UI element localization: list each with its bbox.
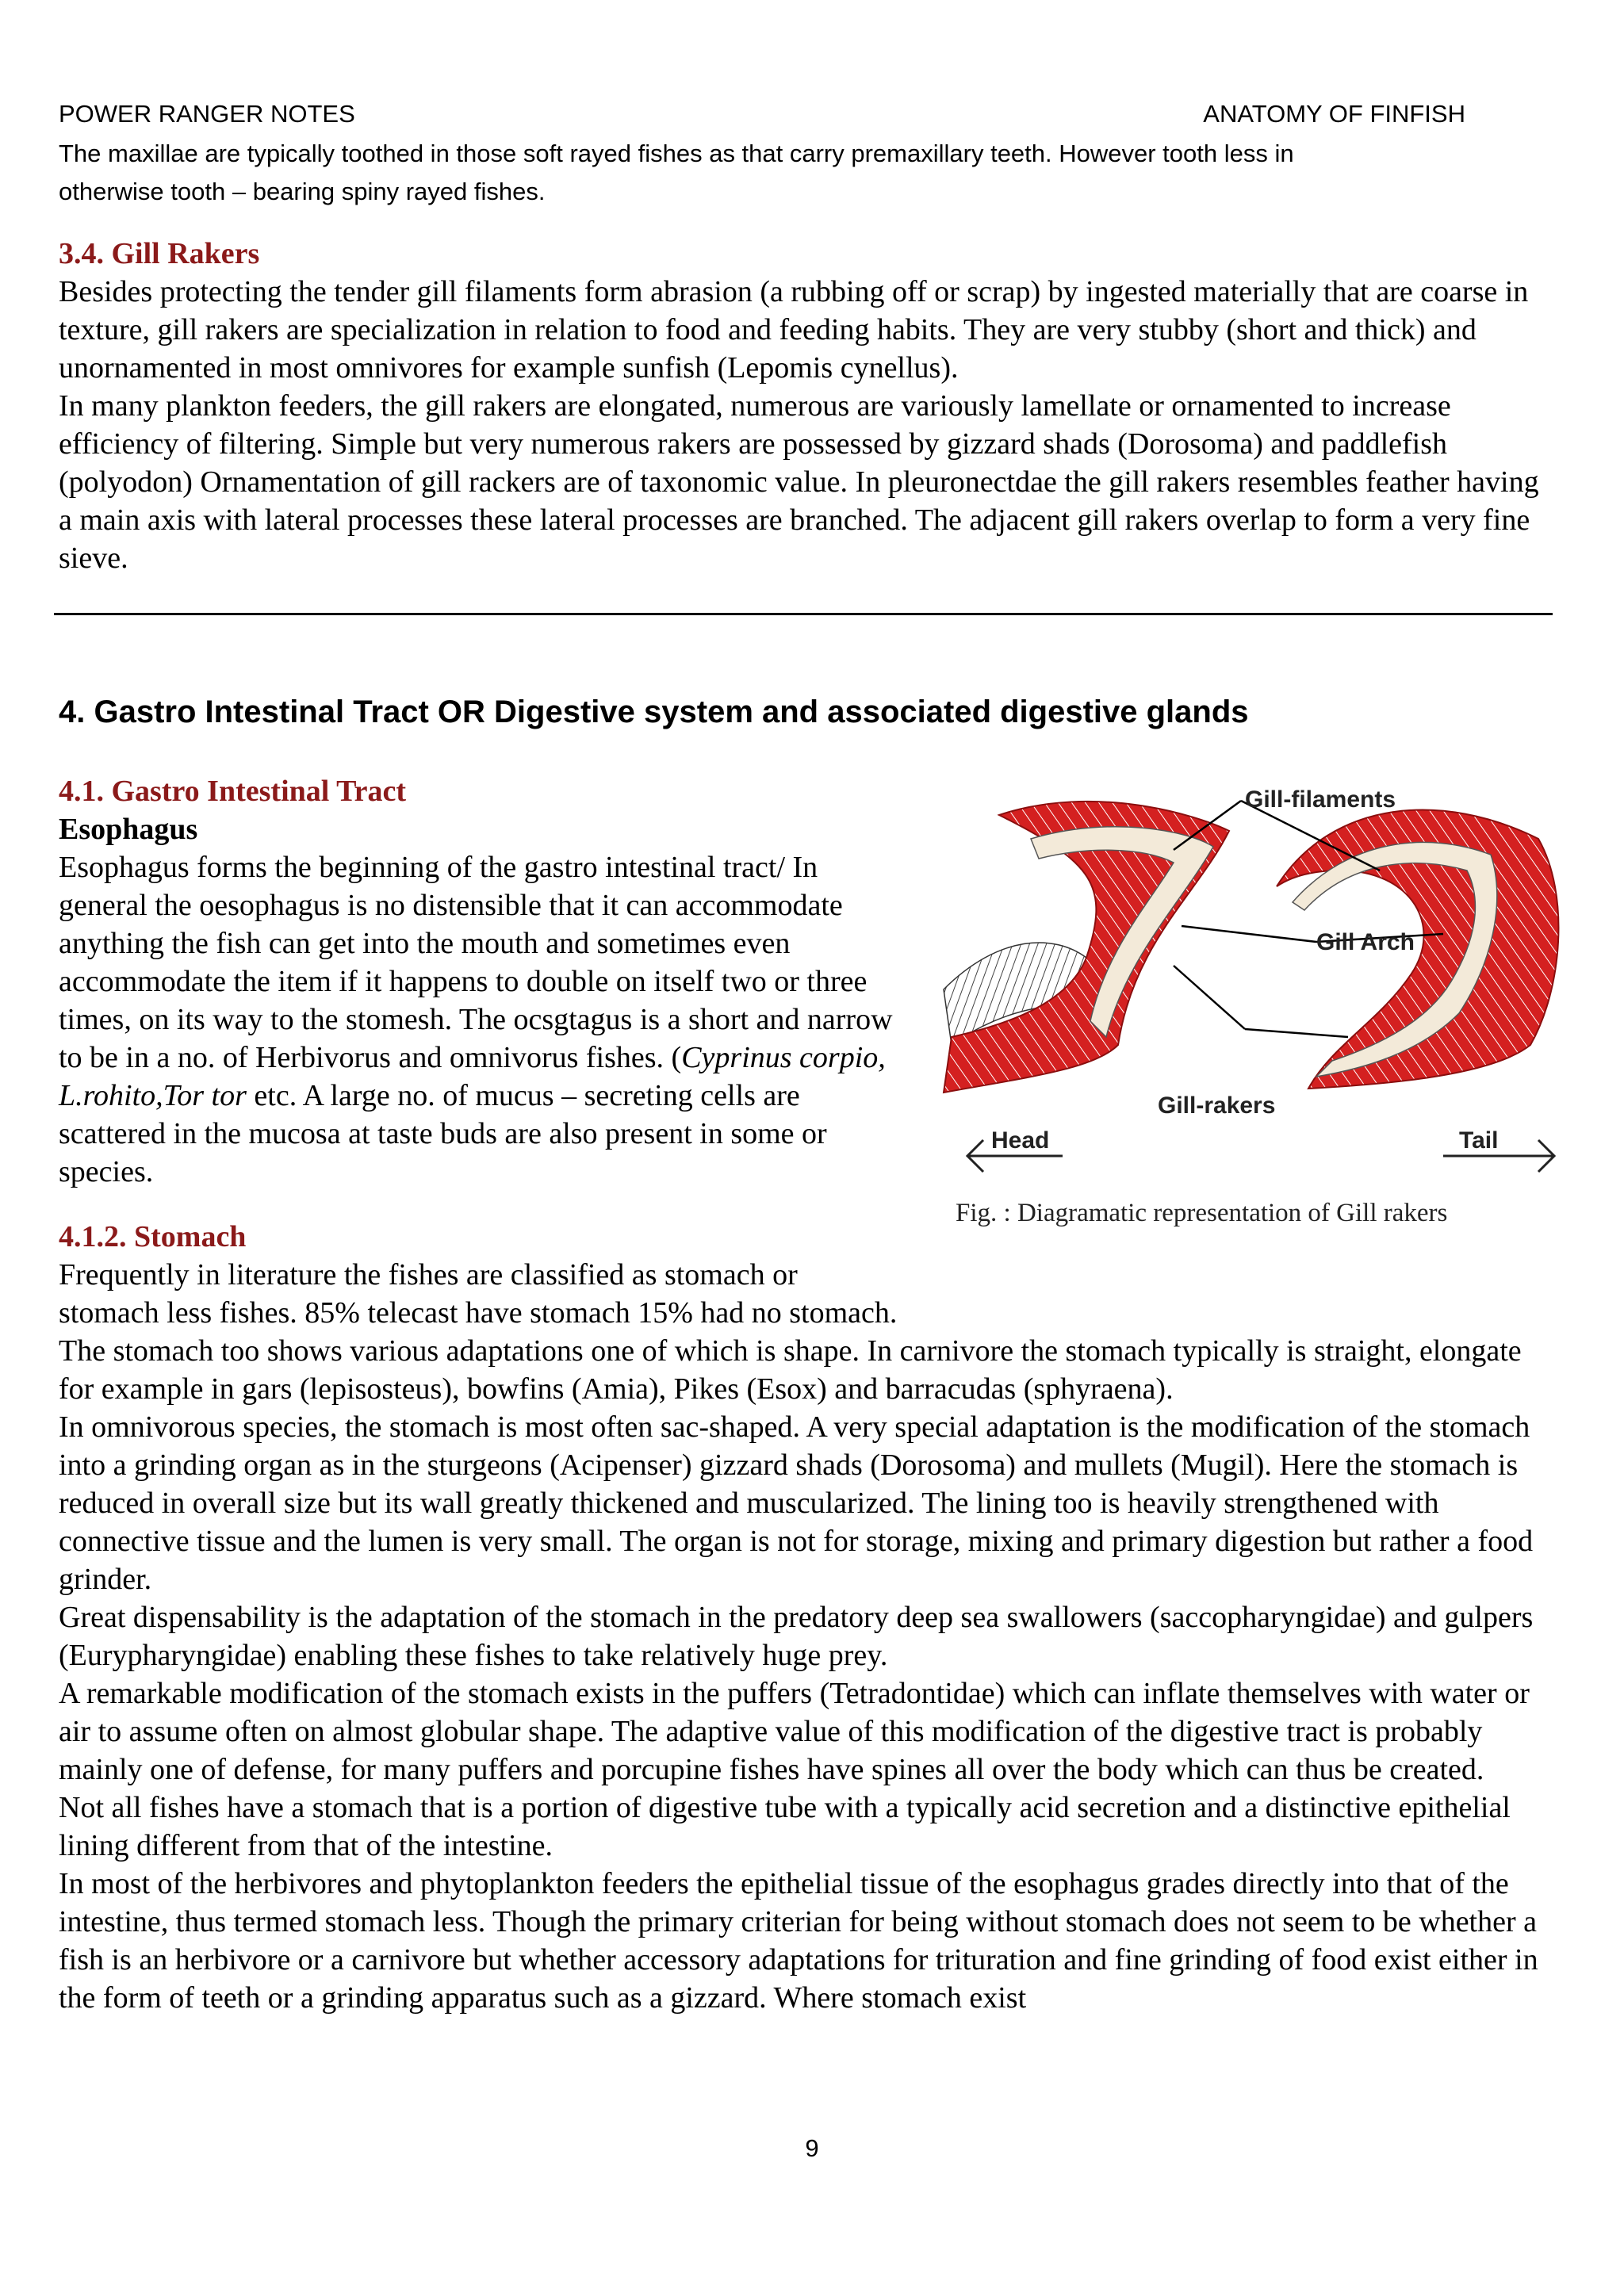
intro-text [59,135,1565,211]
label-gill-filaments: Gill-filaments [1245,786,1396,813]
intro-line-2: otherwise tooth – bearing spiny rayed fishes. [59,178,546,205]
stomach-heading: 4.1.2. Stomach [59,1220,247,1253]
gill-rakers-heading: 3.4. Gill Rakers [59,237,260,270]
section-4-heading: 4. Gastro Intestinal Tract OR Digestive system and associated digestive glands [59,695,1249,729]
gill-rakers-section [59,235,1557,577]
stomach-paragraph-6: Not all fishes have a stomach that is a portion of digestive tube with a typically acid secretion and a distinctive epithelial lining different from that of the intestine. [59,1791,1511,1862]
label-gill-rakers: Gill-rakers [1158,1093,1276,1119]
stomach-paragraph-4: Great dispensability is the adaptation of the stomach in the predatory deep sea swallowers (saccopharyngidae) and gulpers (Eurypharyngidae) enabling these fishes to take relatively huge prey. [59,1601,1534,1672]
git-section [59,772,899,1191]
stomach-paragraph-1a: Frequently in literature the fishes are classified as stomach or [59,1258,798,1292]
esophagus-text-2: etc. A large no. of mucus – secreting cells are scattered in the mucosa at taste buds are also present in some or species. [59,1079,827,1188]
stomach-paragraph-5: A remarkable modification of the stomach exists in the puffers (Tetradontidae) which can inflate themselves with water or air to assume often on almost globular shape. The adaptive value of this modification of the digestive tract is probably mainly one of defense, for many puffers and porcupine fishes have spines all over the body which can thus be created. [59,1677,1530,1786]
intro-line-1: The maxillae are typically toothed in those soft rayed fishes as that carry premaxillary teeth. However tooth less in [59,140,1294,167]
page-number: 9 [805,2134,819,2162]
esophagus-paragraph [59,848,899,1191]
section-divider [54,613,1553,615]
label-tail: Tail [1459,1127,1499,1154]
figure-caption: Fig. : Diagramatic representation of Gill rakers [956,1199,1448,1227]
header-subject: ANATOMY OF FINFISH [1203,100,1465,128]
stomach-paragraph-1b: stomach less fishes. 85% telecast have stomach 15% had no stomach. [59,1296,898,1330]
gill-rakers-paragraph-1: Besides protecting the tender gill filaments form abrasion (a rubbing off or scrap) by ingested materially that are coarse in texture, gill rakers are specialization in relation to food and feeding habits. They are very stubby (short and thick) and unornamented in most omnivores for example sunfish (Lepomis cynellus). [59,275,1529,385]
esophagus-heading: Esophagus [59,813,198,846]
stomach-paragraph-7: In most of the herbivores and phytoplankton feeders the epithelial tissue of the esophagus grades directly into that of the intestine, thus termed stomach less. Though the primary criterian for being without stomach does not seem to be whether a fish is an herbivore or a carnivore but whether accessory adaptations for trituration and fine grinding of food exist either in the form of teeth or a grinding apparatus such as a gizzard. Where stomach exist [59,1867,1538,2015]
git-heading: 4.1. Gastro Intestinal Tract [59,775,407,808]
gill-rakers-figure [936,783,1570,1234]
gill-rakers-paragraph-2: In many plankton feeders, the gill rakers are elongated, numerous are variously lamellate or ornamented to increase efficiency of filtering. Simple but very numerous rakers are possessed by gizzard shads (Dorosoma) and paddlefish (polyodon) Ornamentation of gill rackers are of taxonomic value. In pleuronectdae the gill rakers resembles feather having a main axis with lateral processes these lateral processes are branched. The adjacent gill rakers overlap to form a very fine sieve. [59,389,1539,575]
stomach-paragraph-3: In omnivorous species, the stomach is most often sac-shaped. A very special adaptation is the modification of the stomach into a grinding organ as in the sturgeons (Acipenser) gizzard shads (Dorosoma) and mullets (Mugil). Here the stomach is reduced in overall size but its wall greatly thickened and muscularized. The lining too is heavily strengthened with connective tissue and the lumen is very small. The organ is not for storage, mixing and primary digestion but rather a food grinder. [59,1410,1534,1596]
species-names: Cyprinus corpio, L.rohito,Tor tor [59,1041,886,1112]
header-title: POWER RANGER NOTES [59,100,355,128]
stomach-section [59,1218,1557,2017]
esophagus-text-1: Esophagus forms the beginning of the gastro intestinal tract/ In general the oesophagus is no distensible that it can accommodate anything the fish can get into the mouth and sometimes even accommodate the item if it happens to double on itself two or three times, on its way to the stomesh. The ocsgtagus is a short and narrow to be in a no. of Herbivorus and omnivorus fishes. ( [59,851,893,1074]
label-head: Head [991,1127,1050,1154]
label-gill-arch: Gill Arch [1316,929,1415,955]
stomach-paragraph-2: The stomach too shows various adaptations one of which is shape. In carnivore the stomach typically is straight, elongate for example in gars (lepisosteus), bowfins (Amia), Pikes (Esox) and barracudas (sphyraena). [59,1334,1522,1406]
